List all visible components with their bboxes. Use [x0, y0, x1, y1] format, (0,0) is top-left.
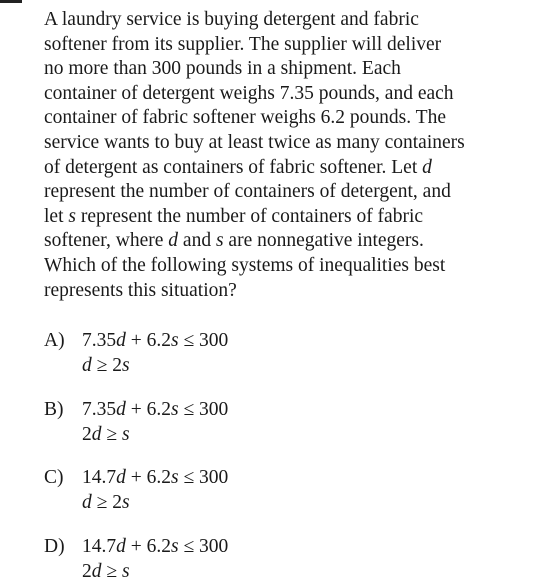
- question-line: A laundry service is buying detergent and fabric: [44, 9, 419, 30]
- top-rule: [0, 0, 22, 3]
- question-text: [44, 8, 524, 303]
- answer-choice-a[interactable]: [44, 328, 228, 378]
- choice-inequality-1: 7.35d + 6.2s ≤ 300: [82, 330, 229, 351]
- choice-letter: B): [44, 399, 64, 420]
- question-line: Which of the following systems of inequalities best: [44, 254, 446, 276]
- choice-letter: C): [44, 467, 64, 488]
- answer-choice-d[interactable]: [44, 534, 228, 584]
- question-text-segment: represent the number of containers of fabric: [80, 205, 424, 227]
- variable-d: d: [168, 230, 179, 252]
- question-line: no more than 300 pounds in a shipment. Each: [44, 58, 401, 80]
- answer-choice-c[interactable]: [44, 465, 228, 515]
- choice-inequality-1: 7.35d + 6.2s ≤ 300: [82, 399, 229, 420]
- question-text-segment: are nonnegative integers.: [228, 230, 424, 252]
- choice-letter: D): [44, 536, 65, 557]
- question-text-segment: and: [182, 230, 212, 252]
- question-text-segment: of detergent as containers of fabric softener. Let: [44, 156, 418, 178]
- question-line: softener from its supplier. The supplier will deliver: [44, 33, 442, 55]
- question-line: represents this situation?: [44, 279, 237, 301]
- question-line: [44, 156, 524, 181]
- choice-inequality-2: d ≥ 2s: [82, 355, 130, 376]
- choice-inequality-2: 2d ≥ s: [82, 561, 130, 582]
- choice-inequality-2: 2d ≥ s: [82, 424, 130, 445]
- question-line: [44, 205, 524, 230]
- question-line: [44, 229, 524, 254]
- question-line: container of detergent weighs 7.35 pounds, and each: [44, 82, 454, 104]
- question-line: container of fabric softener weighs 6.2 pounds. The: [44, 107, 446, 129]
- question-text-segment: softener, where: [44, 230, 164, 252]
- choice-inequality-1: 14.7d + 6.2s ≤ 300: [82, 536, 229, 557]
- question-line: service wants to buy at least twice as many containers: [44, 131, 465, 153]
- question-text-segment: let: [44, 205, 64, 227]
- variable-d: d: [422, 156, 432, 178]
- answer-choice-b[interactable]: [44, 397, 228, 447]
- question-line: represent the number of containers of detergent, and: [44, 181, 451, 203]
- variable-s: s: [215, 230, 224, 252]
- choice-inequality-1: 14.7d + 6.2s ≤ 300: [82, 467, 229, 488]
- choice-letter: A): [44, 330, 65, 351]
- variable-s: s: [68, 205, 76, 227]
- choice-inequality-2: d ≥ 2s: [82, 492, 130, 513]
